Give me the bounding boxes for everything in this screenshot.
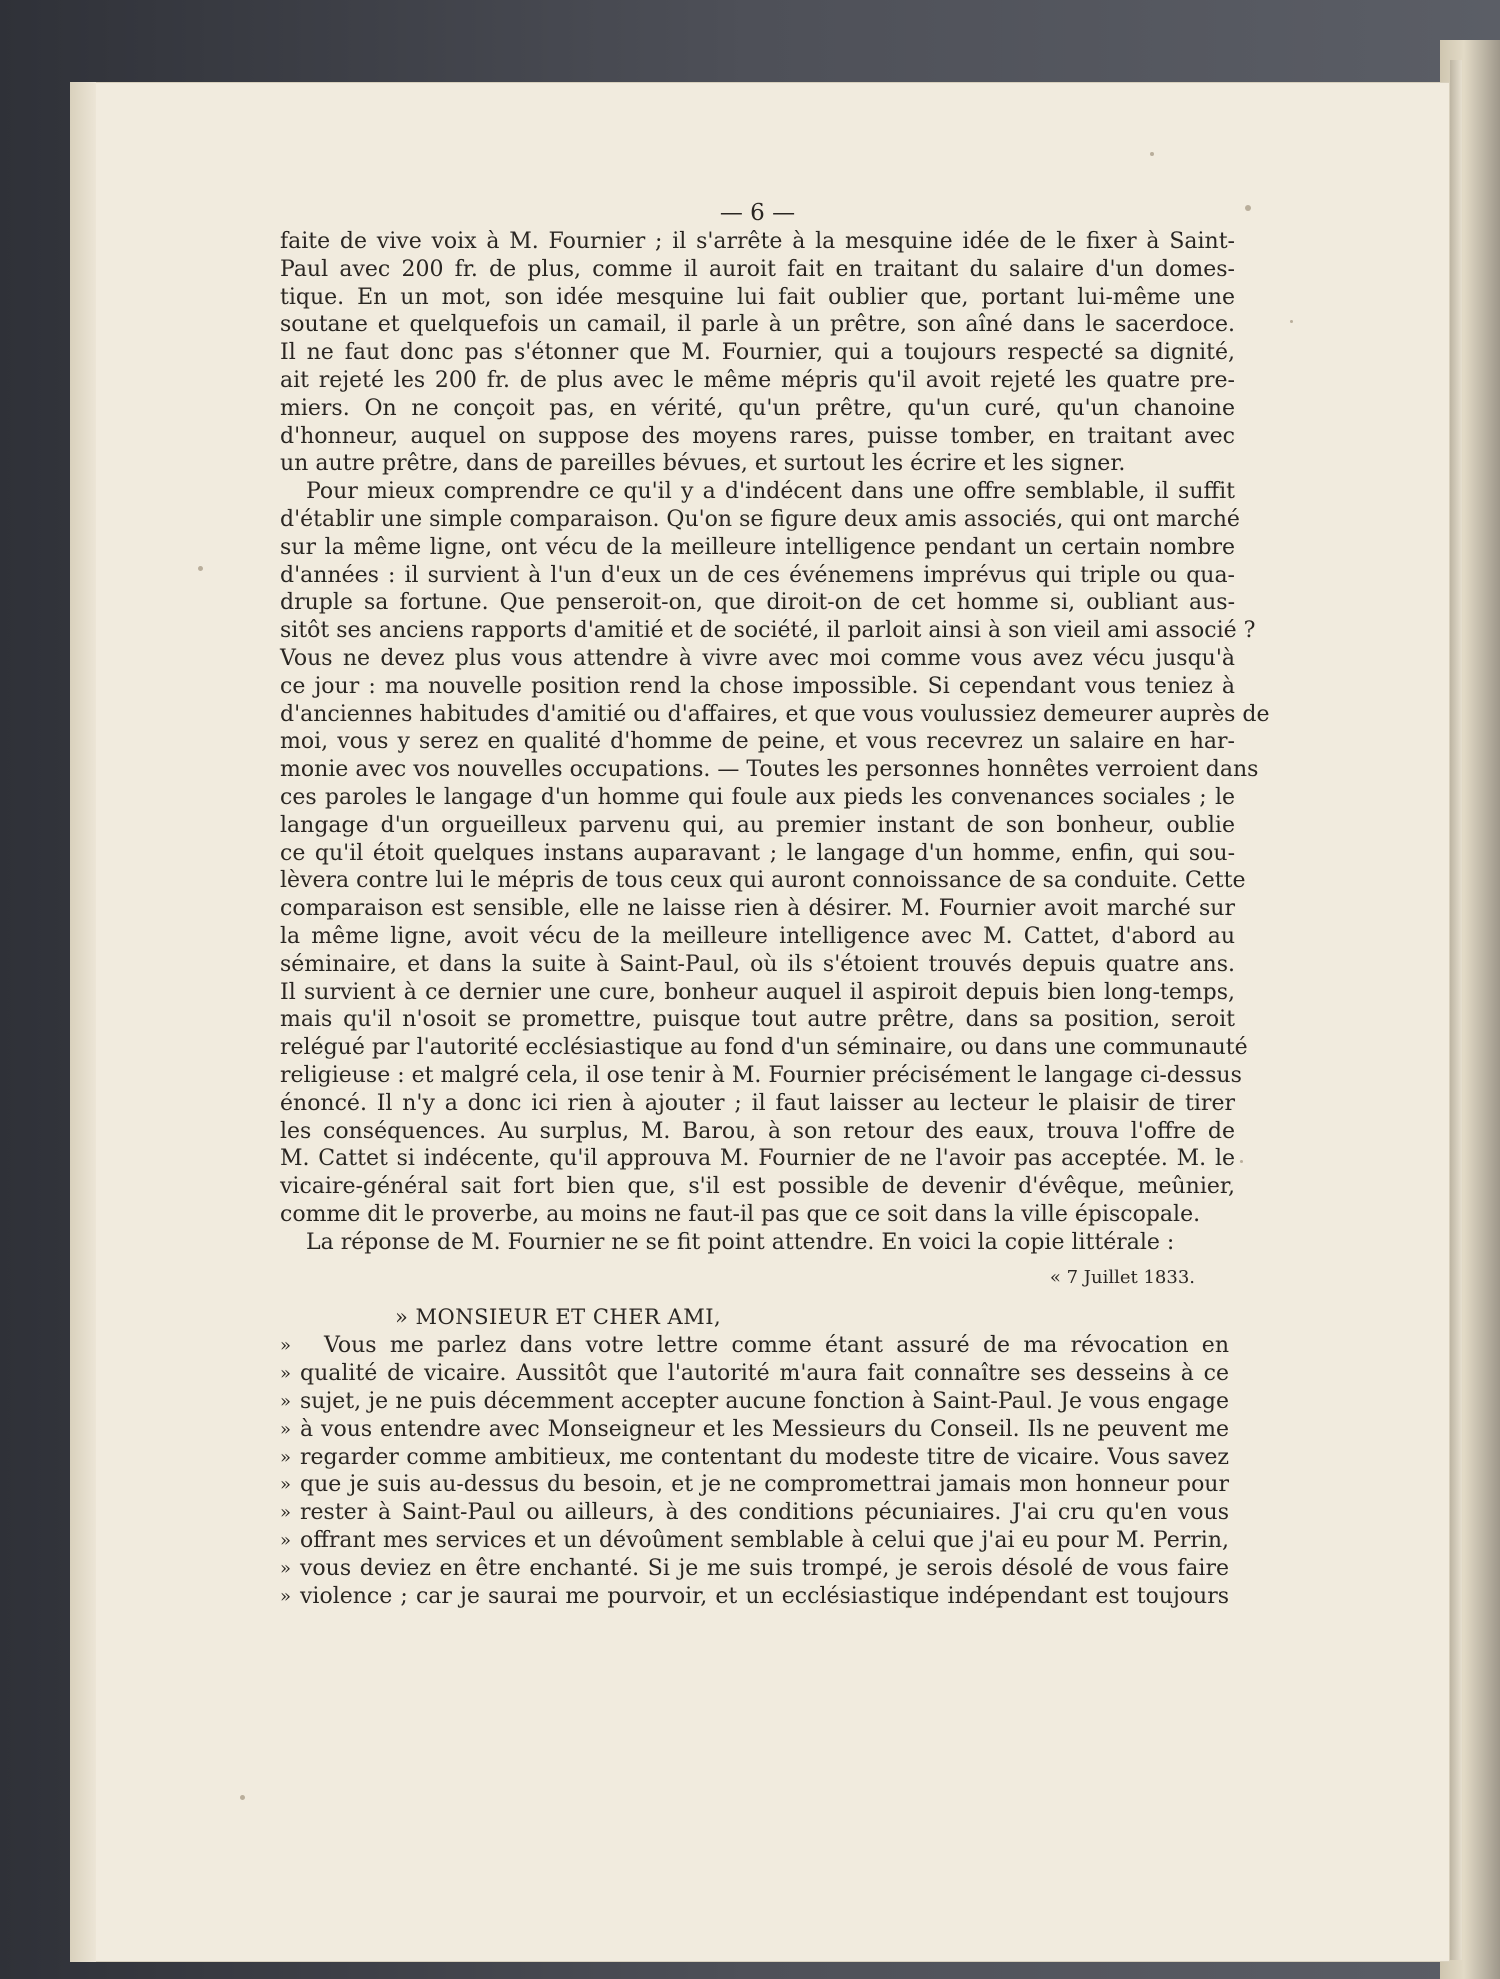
paper-speck	[1290, 320, 1293, 323]
paper-speck	[198, 566, 203, 571]
quote-mark: »	[280, 1446, 292, 1468]
paper-speck	[1245, 205, 1251, 211]
letter-body	[280, 1332, 1235, 1610]
quote-mark: »	[280, 1557, 292, 1579]
text-line: langage d'un orgueilleux parvenu qui, au premier instant de son bonheur, oublie	[280, 812, 1235, 838]
letter-line-text: qualité de vicaire. Aussitôt que l'autorité m'aura fait connaître ses desseins à ce	[300, 1361, 1229, 1387]
quote-mark: »	[280, 1502, 292, 1524]
paragraph-2	[280, 478, 1270, 1229]
quote-mark: »	[280, 1418, 292, 1440]
letter-line-text: Vous me parlez dans votre lettre comme étant assuré de ma révocation en	[324, 1333, 1229, 1359]
text-line: moi, vous y serez en qualité d'homme de peine, et vous recevrez un salaire en har-	[280, 729, 1235, 755]
text-line: religieuse : et malgré cela, il ose tenir à M. Fournier précisément le langage ci-dessus	[280, 1062, 1242, 1088]
page-binding-edge	[70, 82, 96, 1962]
text-line: mais qu'il n'osoit se promettre, puisque tout autre prêtre, dans sa position, seroit	[280, 1007, 1235, 1033]
text-line: ce jour : ma nouvelle position rend la chose impossible. Si cependant vous teniez à	[280, 673, 1235, 699]
letter-line	[280, 1583, 1235, 1611]
text-line: ces paroles le langage d'un homme qui foule aux pieds les convenances sociales ; le	[280, 784, 1235, 810]
letter-line	[280, 1416, 1235, 1444]
text-line: Paul avec 200 fr. de plus, comme il auroit fait en traitant du salaire d'un domes-	[280, 256, 1235, 282]
text-line: tique. En un mot, son idée mesquine lui fait oublier que, portant lui-même une	[280, 284, 1235, 310]
text-line: relégué par l'autorité ecclésiastique au fond d'un séminaire, ou dans une communauté	[280, 1035, 1248, 1061]
letter-line	[280, 1527, 1235, 1555]
text-line: Il ne faut donc pas s'étonner que M. Fournier, qui a toujours respecté sa dignité,	[280, 340, 1235, 366]
letter-line-text: violence ; car je saurai me pourvoir, et un ecclésiastique indépendant est toujours	[300, 1583, 1229, 1609]
text-line: séminaire, et dans la suite à Saint-Paul, où ils s'étoient trouvés depuis quatre ans.	[280, 951, 1235, 977]
text-line: Il survient à ce dernier une cure, bonheur auquel il aspiroit depuis bien long-temps,	[280, 979, 1235, 1005]
quote-mark: »	[280, 1363, 292, 1385]
text-line: d'anciennes habitudes d'amitié ou d'affaires, et que vous voulussiez demeurer auprès de	[280, 701, 1270, 727]
text-line: La réponse de M. Fournier ne se fit point attendre. En voici la copie littérale :	[306, 1229, 1175, 1255]
page-number: — 6 —	[719, 200, 796, 226]
letter-line	[280, 1555, 1235, 1583]
letter-line	[280, 1360, 1235, 1388]
page-right-fold	[1450, 60, 1462, 1960]
text-line: Pour mieux comprendre ce qu'il y a d'indécent dans une offre semblable, il suffit	[306, 479, 1235, 505]
text-line: Vous ne devez plus vous attendre à vivre avec moi comme vous avez vécu jusqu'à	[280, 645, 1235, 671]
text-line: les conséquences. Au surplus, M. Barou, à son retour des eaux, trouva l'offre de	[280, 1118, 1235, 1144]
text-line: la même ligne, avoit vécu de la meilleure intelligence avec M. Cattet, d'abord au	[280, 923, 1235, 949]
text-line: d'honneur, auquel on suppose des moyens rares, puisse tomber, en traitant avec	[280, 423, 1235, 449]
quote-mark: »	[280, 1530, 292, 1552]
letter-salutation: » MONSIEUR ET CHER AMI,	[395, 1305, 722, 1330]
text-line: druple sa fortune. Que penseroit-on, que diroit-on de cet homme si, oubliant aus-	[280, 590, 1235, 616]
text-line: ait rejeté les 200 fr. de plus avec le même mépris qu'il avoit rejeté les quatre pre-	[280, 367, 1235, 393]
text-line: monie avec vos nouvelles occupations. — Toutes les personnes honnêtes verroient dans	[280, 757, 1259, 783]
letter-line-text: à vous entendre avec Monseigneur et les Messieurs du Conseil. Ils ne peuvent me	[300, 1416, 1229, 1442]
text-line: sitôt ses anciens rapports d'amitié et de société, il parloit ainsi à son vieil ami associé ?	[280, 618, 1256, 644]
quote-mark: »	[280, 1335, 292, 1357]
paragraph-1	[280, 228, 1235, 478]
text-line: M. Cattet si indécente, qu'il approuva M. Fournier de ne l'avoir pas acceptée. M. le	[280, 1146, 1235, 1172]
letter-line	[280, 1388, 1235, 1416]
text-line: énoncé. Il n'y a donc ici rien à ajouter ; il faut laisser au lecteur le plaisir de tirer	[280, 1090, 1235, 1116]
paper-speck	[1150, 152, 1154, 156]
letter-line-text: regarder comme ambitieux, me contentant du modeste titre de vicaire. Vous savez	[300, 1444, 1229, 1470]
paragraph-3	[280, 1229, 1235, 1257]
letter-line-text: offrant mes services et un dévoûment semblable à celui que j'ai eu pour M. Perrin,	[300, 1528, 1229, 1554]
text-line: faite de vive voix à M. Fournier ; il s'arrête à la mesquine idée de le fixer à Saint-	[280, 229, 1235, 254]
letter-line-text: que je suis au-dessus du besoin, et je ne compromettrai jamais mon honneur pour	[300, 1472, 1229, 1498]
text-line: comme dit le proverbe, au moins ne faut-il pas que ce soit dans la ville épiscopale.	[280, 1201, 1201, 1227]
text-line: vicaire-général sait fort bien que, s'il est possible de devenir d'évêque, meûnier,	[280, 1174, 1235, 1200]
letter-line-text: vous deviez en être enchanté. Si je me suis trompé, je serois désolé de vous faire	[300, 1555, 1229, 1581]
text-line: miers. On ne conçoit pas, en vérité, qu'un prêtre, qu'un curé, qu'un chanoine	[280, 395, 1235, 421]
text-line: d'années : il survient à l'un d'eux un de ces événemens imprévus qui triple ou qua-	[280, 562, 1235, 588]
letter-line-text: rester à Saint-Paul ou ailleurs, à des conditions pécuniaires. J'ai cru qu'en vous	[300, 1500, 1229, 1526]
page-text	[280, 198, 1270, 1610]
text-line: ce qu'il étoit quelques instans auparavant ; le langage d'un homme, enfin, qui sou-	[280, 840, 1235, 866]
letter-line-text: sujet, je ne puis décemment accepter aucune fonction à Saint-Paul. Je vous engage	[300, 1389, 1229, 1415]
quote-mark: »	[280, 1474, 292, 1496]
quote-mark: »	[280, 1391, 292, 1413]
letter-line	[280, 1444, 1235, 1472]
text-line: soutane et quelquefois un camail, il parle à un prêtre, son aîné dans le sacerdoce.	[280, 312, 1235, 338]
quote-mark: »	[280, 1585, 292, 1607]
text-line: sur la même ligne, ont vécu de la meilleure intelligence pendant un certain nombre	[280, 534, 1235, 560]
letter-line	[280, 1332, 1235, 1360]
letter-line	[280, 1471, 1235, 1499]
text-line: comparaison est sensible, elle ne laisse rien à désirer. M. Fournier avoit marché sur	[280, 896, 1235, 922]
text-line: lèvera contre lui le mépris de tous ceux qui auront connoissance de sa conduite. Cette	[280, 868, 1246, 894]
text-line: un autre prêtre, dans de pareilles bévues, et surtout les écrire et les signer.	[280, 451, 1126, 477]
letter-date: « 7 Juillet 1833.	[1049, 1267, 1195, 1289]
text-line: d'établir une simple comparaison. Qu'on se figure deux amis associés, qui ont marché	[280, 506, 1240, 532]
paper-speck	[1240, 1160, 1243, 1163]
letter-line	[280, 1499, 1235, 1527]
paper-speck	[240, 1795, 245, 1800]
